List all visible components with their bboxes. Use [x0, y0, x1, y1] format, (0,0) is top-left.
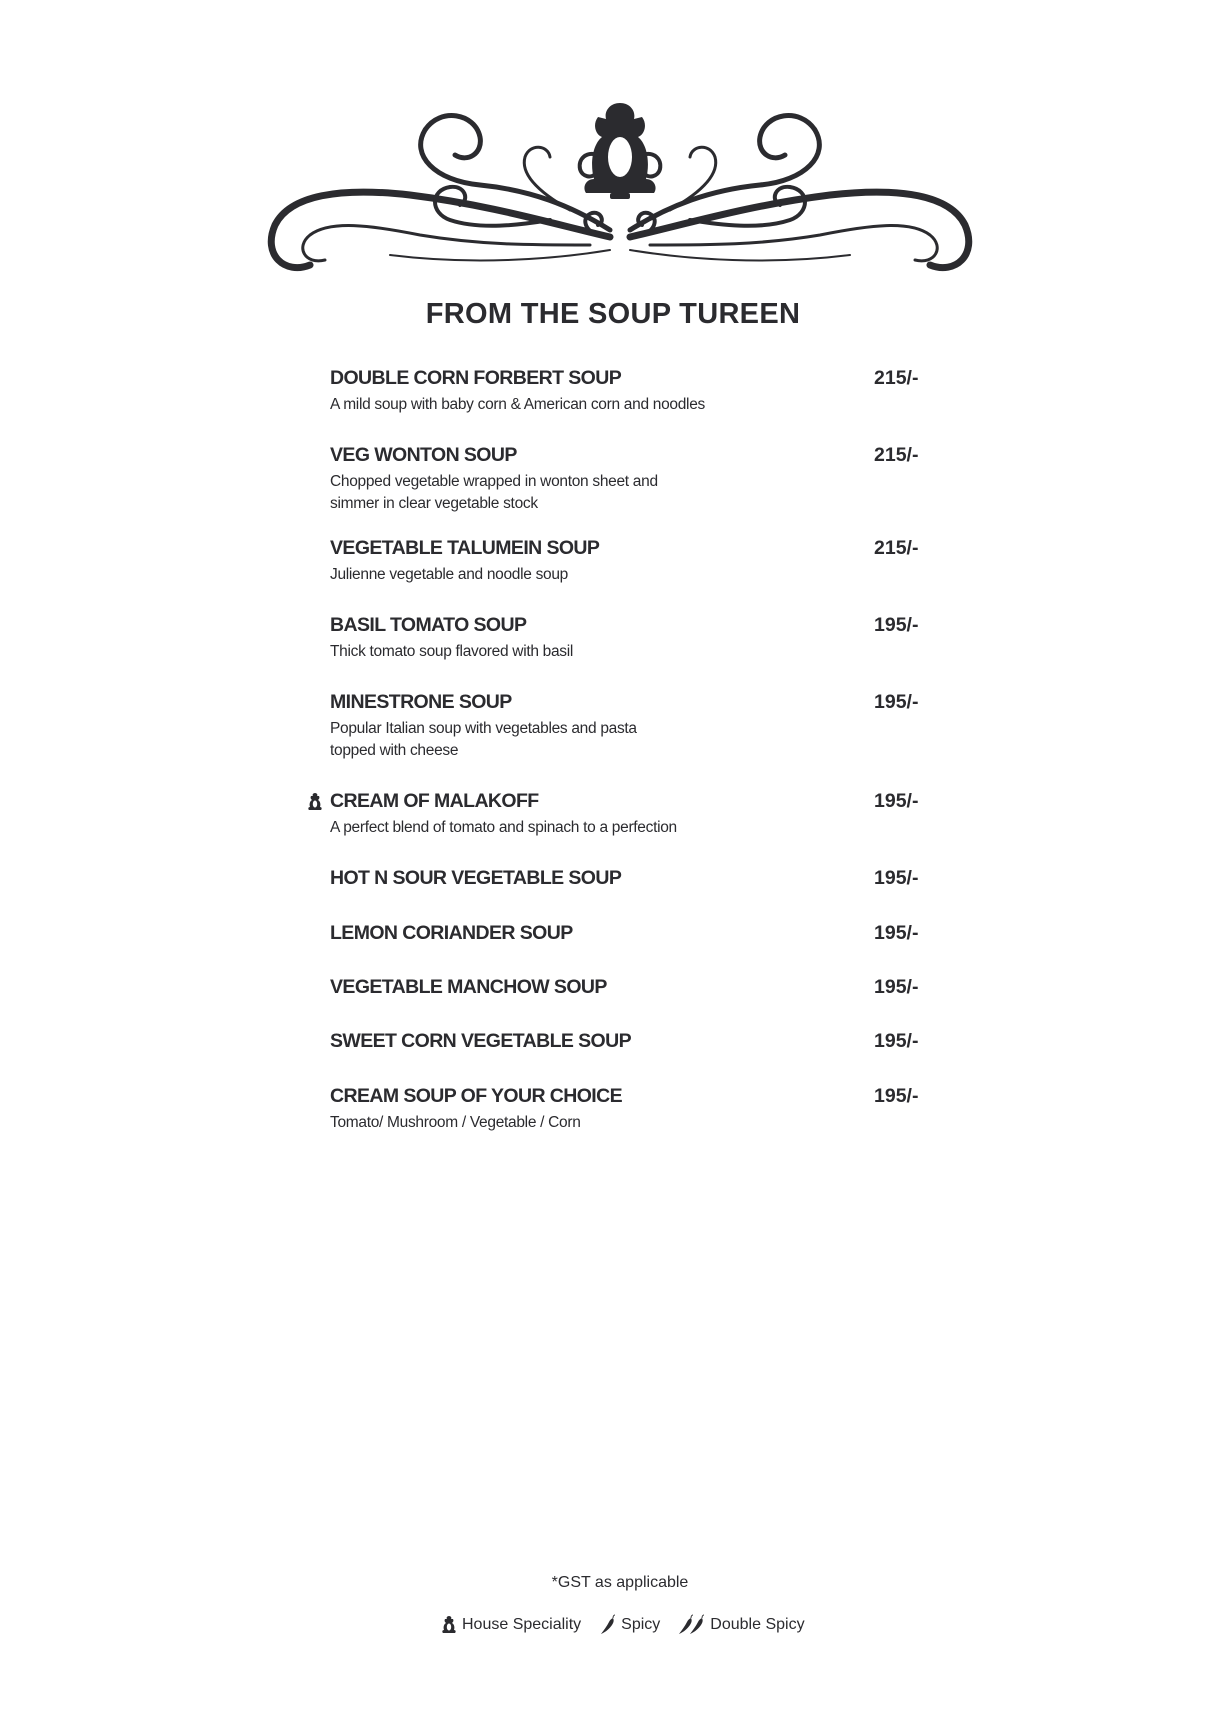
- item-price: 215/-: [874, 537, 919, 559]
- item-description-line: topped with cheese: [330, 742, 459, 759]
- item-price: 195/-: [874, 1030, 919, 1052]
- item-description-line: simmer in clear vegetable stock: [330, 495, 538, 512]
- item-description: [330, 471, 770, 515]
- item-name: VEGETABLE MANCHOW SOUP: [330, 976, 607, 998]
- item-name: CREAM OF MALAKOFF: [330, 790, 539, 812]
- item-name: LEMON CORIANDER SOUP: [330, 922, 573, 944]
- item-name: BASIL TOMATO SOUP: [330, 614, 527, 636]
- item-price: 195/-: [874, 790, 919, 812]
- item-name: DOUBLE CORN FORBERT SOUP: [330, 367, 622, 389]
- item-name: SWEET CORN VEGETABLE SOUP: [330, 1030, 631, 1052]
- item-price: 195/-: [874, 1085, 919, 1107]
- spicy-icon: [599, 1614, 617, 1636]
- item-description: [330, 817, 770, 839]
- legend: [440, 1611, 823, 1639]
- item-description-line: Popular Italian soup with vegetables and pasta: [330, 720, 637, 737]
- legend-label: Double Spicy: [710, 1616, 805, 1633]
- item-price: 195/-: [874, 691, 919, 713]
- item-name: CREAM SOUP OF YOUR CHOICE: [330, 1085, 622, 1107]
- item-description: [330, 394, 770, 416]
- item-price: 195/-: [874, 614, 919, 636]
- item-price: 215/-: [874, 444, 919, 466]
- gst-note: *GST as applicable: [551, 1574, 689, 1591]
- legend-item-double-spicy: [678, 1614, 804, 1636]
- house-speciality-icon: [440, 1615, 458, 1635]
- legend-label: House Speciality: [462, 1616, 582, 1633]
- item-description-line: Thick tomato soup flavored with basil: [330, 643, 574, 660]
- legend-label: Spicy: [621, 1616, 661, 1633]
- double-spicy-icon: [678, 1614, 706, 1636]
- item-description: [330, 718, 770, 762]
- item-description: [330, 564, 770, 586]
- item-name: HOT N SOUR VEGETABLE SOUP: [330, 867, 622, 889]
- item-description-line: Julienne vegetable and noodle soup: [330, 566, 569, 583]
- page-title: FROM THE SOUP TUREEN: [425, 298, 801, 330]
- legend-item-spicy: [599, 1614, 660, 1636]
- item-description-line: A perfect blend of tomato and spinach to a perfection: [330, 819, 677, 836]
- item-description-line: Chopped vegetable wrapped in wonton sheet and: [330, 473, 658, 490]
- item-price: 195/-: [874, 867, 919, 889]
- item-name: MINESTRONE SOUP: [330, 691, 512, 713]
- item-description-line: Tomato/ Mushroom / Vegetable / Corn: [330, 1114, 581, 1131]
- item-name: VEG WONTON SOUP: [330, 444, 517, 466]
- item-price: 195/-: [874, 976, 919, 998]
- house-speciality-icon: [306, 792, 324, 812]
- item-description-line: A mild soup with baby corn & American corn and noodles: [330, 396, 705, 413]
- item-description: [330, 1112, 770, 1134]
- header-ornament: [250, 95, 990, 280]
- item-name: VEGETABLE TALUMEIN SOUP: [330, 537, 600, 559]
- item-price: 195/-: [874, 922, 919, 944]
- item-price: 215/-: [874, 367, 919, 389]
- item-description: [330, 641, 770, 663]
- legend-item-house-speciality: [440, 1615, 581, 1635]
